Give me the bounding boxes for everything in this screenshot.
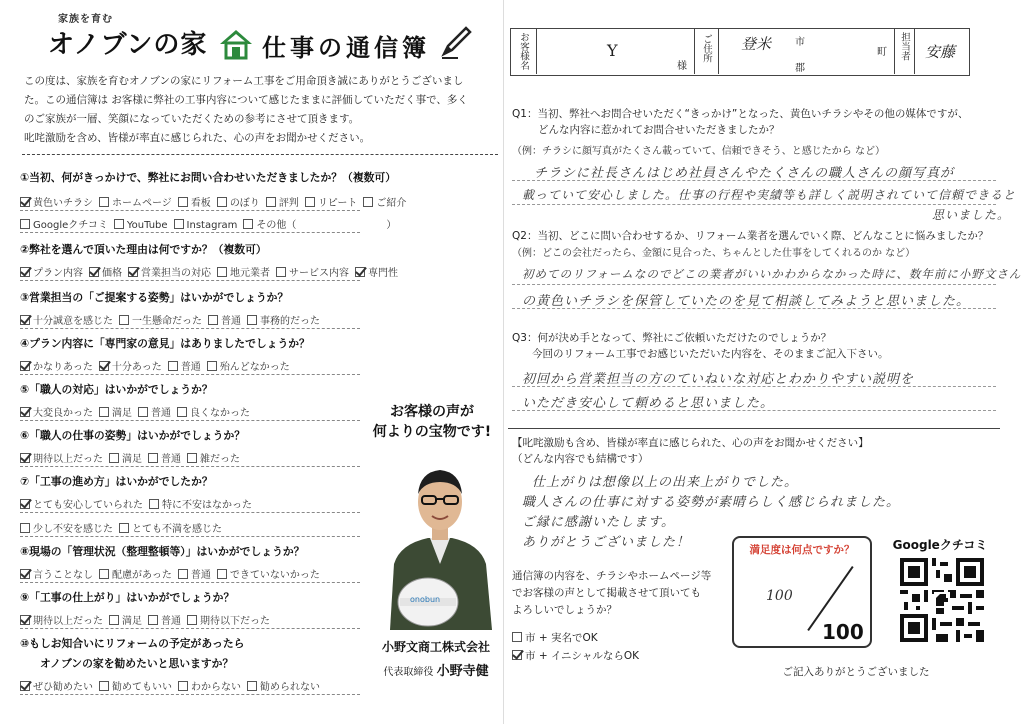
option-label: 評判: [278, 198, 299, 209]
checkbox-option[interactable]: [99, 682, 172, 693]
checkbox[interactable]: [187, 453, 197, 463]
option-label: 満足: [122, 616, 142, 627]
question-title: ④プラン内容に「専門家の意見」はありましたでしょうか？: [20, 337, 310, 350]
checkbox[interactable]: [217, 267, 227, 277]
option-label: プラン内容: [33, 268, 83, 279]
checkbox[interactable]: [149, 499, 159, 509]
option-row: [20, 194, 412, 209]
checkbox-option[interactable]: [114, 220, 168, 231]
intro-line: のご家族が一層、笑顔になっていただくための参考にさせて頂きます。: [24, 113, 360, 125]
customer-name-value: Y: [607, 41, 618, 60]
right-column: [508, 0, 1022, 724]
q1-answer-line[interactable]: 載っていて安心しました。仕事の行程や実績等も詳しく説明されていて信頼できると: [522, 188, 1017, 202]
pen-icon: [438, 24, 474, 60]
voice-title: 【叱咤激励も含め、皆様が率直に感じられた、心の声をお聞かせください】: [512, 437, 869, 449]
dotted-line: [20, 628, 360, 629]
checkbox-option[interactable]: [187, 616, 270, 627]
publish-option-realname[interactable]: [512, 630, 598, 645]
address-label: ご住所: [701, 34, 712, 63]
address-city-value: 登米: [741, 35, 772, 53]
representative: [366, 660, 506, 679]
checkbox[interactable]: [119, 523, 129, 533]
checkbox[interactable]: [89, 267, 99, 277]
checkbox[interactable]: [266, 197, 276, 207]
checkbox-option[interactable]: [20, 220, 108, 231]
voice-sub: （どんな内容でも結構です）: [512, 453, 649, 465]
option-label: 一生懸命だった: [132, 316, 202, 327]
question-title: ①当初、何がきっかけで、弊社にお問い合わせいただきましたか？（複数可）: [20, 171, 397, 184]
publish-line: 通信簿の内容を、チラシやホームページ等: [512, 570, 712, 582]
checkbox[interactable]: [20, 197, 30, 207]
checkbox[interactable]: [20, 407, 30, 417]
checkbox-option[interactable]: [99, 408, 132, 419]
customer-name-cell[interactable]: [537, 29, 695, 74]
q1-example: （例：チラシに顔写真がたくさん載っていて、信頼できそう、と感じたから など）: [512, 146, 885, 157]
option-label: 普通: [180, 362, 201, 373]
thanks-message: ご記入ありがとうございました: [782, 666, 930, 678]
checkbox[interactable]: [247, 681, 257, 691]
staff-value: 安藤: [925, 43, 956, 61]
document-title: 仕事の通信簿: [262, 34, 430, 62]
checkbox-option[interactable]: [20, 616, 103, 627]
checkbox-option[interactable]: [177, 408, 250, 419]
checkbox[interactable]: [20, 361, 30, 371]
checkbox-option[interactable]: [20, 682, 93, 693]
checkbox[interactable]: [187, 615, 197, 625]
option-label: 専門性: [368, 268, 398, 279]
option-label: 事務的だった: [260, 316, 320, 327]
question-title: ②弊社を選んで頂いた理由は何ですか？（複数可）: [20, 243, 267, 256]
checkbox[interactable]: [174, 219, 184, 229]
option-label: 言うことなし: [33, 570, 93, 581]
option-label: とても不満を感じた: [132, 524, 222, 535]
q1-answer-line[interactable]: チラシに社長さんはじめ社員さんやたくさんの職人さんの顔写真が: [534, 166, 955, 181]
checkbox[interactable]: [20, 267, 30, 277]
google-review-title: Googleクチコミ: [892, 538, 988, 552]
checkbox[interactable]: [128, 267, 138, 277]
dotted-line: [20, 512, 360, 513]
checkbox[interactable]: [148, 615, 158, 625]
checkbox-option[interactable]: [99, 570, 172, 581]
publish-option-label: 市 + イニシャルならOK: [525, 650, 639, 662]
checkbox[interactable]: [20, 315, 30, 325]
checkbox[interactable]: [109, 615, 119, 625]
checkbox-option[interactable]: [20, 408, 93, 419]
publish-line: でお客様の声として掲載させて頂いても: [512, 587, 701, 599]
voice-heading-line: 何よりの宝物です!: [372, 424, 492, 440]
q3-title: Q3：何が決め手となって、弊社にご依頼いただけたのでしょうか？: [512, 332, 832, 344]
q3-answer-line[interactable]: 初回から営業担当の方のていねいな対応とわかりやすい説明を: [522, 372, 915, 387]
gun-label: 郡: [795, 63, 805, 74]
dotted-line: [20, 466, 360, 467]
checkbox[interactable]: [119, 315, 129, 325]
president-photo: [380, 452, 500, 630]
q1-answer-line[interactable]: 思いました。: [932, 208, 1011, 222]
checkbox-option[interactable]: [148, 454, 181, 465]
checkbox-option[interactable]: [168, 362, 201, 373]
q3-sub: 今回のリフォーム工事でお感じいただいた内容を、そのままご記入下さい。: [532, 348, 889, 360]
checkbox-option[interactable]: [174, 220, 238, 231]
voice-heading: [362, 402, 502, 442]
checkbox[interactable]: [363, 197, 373, 207]
checkbox[interactable]: [512, 632, 522, 642]
option-label: 十分誠意を感じた: [33, 316, 113, 327]
sama-label: 様: [677, 61, 687, 72]
checkbox[interactable]: [178, 681, 188, 691]
checkbox-option[interactable]: [243, 220, 396, 231]
staff-label-cell: [895, 29, 915, 74]
checkbox[interactable]: [178, 569, 188, 579]
option-label: 黄色いチラシ: [33, 198, 93, 209]
question-title: ⑩もしお知合いにリフォームの予定があったら: [20, 637, 245, 650]
checkbox-option[interactable]: [178, 682, 241, 693]
option-label: 期待以下だった: [200, 616, 270, 627]
checkbox[interactable]: [20, 615, 30, 625]
dotted-line: [20, 536, 360, 537]
question-title: ⑨「工事の仕上がり」はいかがでしょうか？: [20, 591, 235, 604]
checkbox[interactable]: [276, 267, 286, 277]
svg-text:onobun: onobun: [410, 595, 441, 604]
staff-label: 担当者: [899, 32, 910, 61]
address-label-cell: [695, 29, 719, 74]
option-label: リピート: [317, 198, 358, 209]
dotted-line: [20, 210, 360, 211]
dotted-line: [20, 328, 360, 329]
checkbox-option[interactable]: [99, 362, 162, 373]
q2-answer-line[interactable]: 初めてのリフォームなのでどこの業者がいいかわからなかった時に、数年前に小野文さん: [522, 267, 1022, 281]
q2-answer-line[interactable]: の黄色いチラシを保管していたのを見て相談してみようと思いました。: [522, 294, 971, 309]
checkbox-option[interactable]: [20, 198, 93, 209]
dotted-line: [20, 582, 360, 583]
option-label: ぜひ勧めたい: [33, 682, 93, 693]
checkbox-option[interactable]: [99, 198, 172, 209]
option-label: 勧められない: [260, 682, 320, 693]
machi-label: 町: [877, 47, 887, 58]
checkbox[interactable]: [20, 219, 30, 229]
checkbox-option[interactable]: [217, 268, 270, 279]
question-title: ⑥「職人の仕事の姿勢」はいかがでしょうか？: [20, 429, 246, 442]
option-row: [20, 216, 402, 231]
option-label: 少し不安を感じた: [33, 524, 113, 535]
option-label: のぼり: [229, 198, 260, 209]
option-label: 満足: [122, 454, 142, 465]
left-column: [10, 6, 500, 718]
checkbox[interactable]: [99, 681, 109, 691]
option-label: 満足: [112, 408, 132, 419]
company-name: 小野文商工株式会社: [381, 640, 490, 654]
divider: [22, 154, 498, 155]
option-label: 良くなかった: [190, 408, 250, 419]
checkbox-option[interactable]: [178, 570, 211, 581]
checkbox[interactable]: [355, 267, 365, 277]
checkbox[interactable]: [20, 569, 30, 579]
checkbox[interactable]: [99, 197, 109, 207]
question-title: ⑦「工事の進め方」はいかがでしたか？: [20, 475, 213, 488]
checkbox-option[interactable]: [20, 524, 113, 535]
checkbox-option[interactable]: [119, 524, 222, 535]
voice-answer-line[interactable]: 仕上がりは想像以上の出来上がりでした。: [532, 475, 799, 490]
option-label: 勧めてもいい: [112, 682, 172, 693]
checkbox[interactable]: [512, 650, 522, 660]
question-title: ③営業担当の「ご提案する姿勢」はいかがでしょうか？: [20, 291, 289, 304]
checkbox[interactable]: [20, 453, 30, 463]
dotted-line: [20, 694, 360, 695]
voice-heading-line: お客様の声が: [390, 404, 474, 420]
q1-title: Q1：当初、弊社へお問合せいただく“きっかけ”となった、黄色いチラシやその他の媒体ですが、: [512, 108, 969, 120]
intro-line: た。この通信簿は お客様に弊社の工事内容について感じたままに評価していただく事で、多く: [24, 94, 468, 106]
checkbox-option[interactable]: [217, 570, 320, 581]
q3-answer-line[interactable]: いただき安心して頼めると思いました。: [522, 396, 775, 411]
checkbox-option[interactable]: [20, 570, 93, 581]
publish-question: [512, 568, 732, 619]
option-label: できていないかった: [229, 570, 320, 581]
option-label: 普通: [190, 570, 211, 581]
publish-option-initial[interactable]: [512, 648, 639, 663]
intro-line: この度は、家族を育むオノブンの家にリフォーム工事をご用命頂き誠にありがとうございまし: [24, 75, 464, 87]
checkbox-option[interactable]: [128, 268, 211, 279]
address-cell[interactable]: [719, 29, 895, 74]
checkbox[interactable]: [305, 197, 315, 207]
intro-line: 叱咤激励を含め、皆様が率直に感じられた、心の声をお聞かせください。: [24, 132, 371, 144]
checkbox[interactable]: [20, 499, 30, 509]
option-label: ご紹介: [376, 198, 407, 209]
checkbox[interactable]: [99, 407, 109, 417]
dotted-line: [20, 232, 360, 233]
staff-cell[interactable]: [915, 29, 969, 74]
option-label: Googleクチコミ: [33, 220, 108, 231]
dotted-line: [20, 420, 360, 421]
write-line: [512, 284, 996, 285]
checkbox-option[interactable]: [119, 316, 202, 327]
checkbox-option[interactable]: [363, 198, 406, 209]
checkbox[interactable]: [20, 523, 30, 533]
option-label: 殆んどなかった: [219, 362, 290, 373]
option-label: とても安心していられた: [33, 500, 143, 511]
option-label: 看板: [190, 198, 211, 209]
option-row: [20, 450, 246, 465]
option-label: 配慮があった: [112, 570, 172, 581]
checkbox[interactable]: [138, 407, 148, 417]
checkbox-option[interactable]: [217, 198, 260, 209]
checkbox[interactable]: [243, 219, 253, 229]
checkbox[interactable]: [168, 361, 178, 371]
option-row: [20, 566, 326, 581]
checkbox[interactable]: [208, 315, 218, 325]
option-label: 普通: [221, 316, 241, 327]
checkbox-option[interactable]: [178, 198, 211, 209]
question-title-2: オノブンの家を勧めたいと思いますか？: [40, 657, 234, 670]
customer-info-table: [510, 28, 970, 76]
option-label: 大変良かった: [33, 408, 93, 419]
intro-text: [24, 72, 502, 148]
option-label: Instagram: [186, 220, 238, 231]
shi-label: 市: [795, 37, 805, 48]
option-row: [20, 404, 256, 419]
checkbox-option[interactable]: [208, 316, 241, 327]
voice-answer-line[interactable]: ありがとうございました！: [522, 535, 691, 550]
q1-title-2: どんな内容に惹かれてお問合せいただきましたか？: [538, 124, 780, 136]
checkbox[interactable]: [109, 453, 119, 463]
option-label: 価格: [102, 268, 122, 279]
brand-tagline: 家族を育む: [58, 14, 113, 25]
dotted-line: [20, 280, 360, 281]
checkbox[interactable]: [148, 453, 158, 463]
dotted-line: [20, 374, 360, 375]
customer-label: お客様名: [518, 32, 529, 70]
question-title: ⑧現場の「管理状況（整理整頓等）」はいかがでしょうか？: [20, 545, 305, 558]
option-label: YouTube: [126, 220, 168, 231]
checkbox[interactable]: [177, 407, 187, 417]
voice-answer-line[interactable]: 職人さんの仕事に対する姿勢が素晴らしく感じられました。: [522, 495, 901, 510]
option-label: ホームページ: [112, 198, 172, 209]
option-label: 十分あった: [111, 362, 162, 373]
rep-title: 代表取締役: [383, 667, 434, 678]
checkbox-option[interactable]: [20, 268, 83, 279]
customer-label-cell: [511, 29, 537, 74]
checkbox[interactable]: [99, 361, 109, 371]
q2-title: Q2：当初、どこに問い合わせするか、リフォーム業者を選んでいく際、どんなことに悩みましたか？: [512, 230, 989, 242]
option-label: 普通: [161, 454, 181, 465]
rep-name: 小野寺健: [436, 664, 489, 679]
write-line: [512, 204, 996, 205]
checkbox-option[interactable]: [187, 454, 240, 465]
option-label: サービス内容: [289, 268, 349, 279]
option-label: 雑だった: [200, 454, 240, 465]
option-label: 特に不安はなかった: [162, 500, 252, 511]
qr-code-icon[interactable]: [900, 558, 984, 642]
option-label: 期待以上だった: [33, 454, 103, 465]
checkbox[interactable]: [217, 569, 227, 579]
checkbox[interactable]: [207, 361, 217, 371]
checkbox-option[interactable]: [149, 500, 252, 511]
option-row: [20, 312, 326, 327]
option-label: わからない: [191, 682, 241, 693]
checkbox[interactable]: [217, 197, 227, 207]
satisfaction-box[interactable]: [732, 536, 872, 648]
checkbox[interactable]: [20, 681, 30, 691]
checkbox-option[interactable]: [20, 316, 113, 327]
checkbox-option[interactable]: [20, 362, 93, 373]
checkbox-option[interactable]: [247, 682, 320, 693]
brand-name: オノブンの家: [48, 30, 208, 60]
checkbox-option[interactable]: [109, 616, 142, 627]
column-separator: [503, 0, 504, 724]
option-label: 地元業者: [230, 268, 270, 279]
option-row: [20, 612, 276, 627]
publish-option-label: 市 + 実名でOK: [525, 632, 598, 644]
option-row: [20, 264, 404, 279]
checkbox-option[interactable]: [148, 616, 181, 627]
option-label: その他（ ）: [256, 220, 397, 231]
publish-line: よろしいでしょうか？: [512, 604, 617, 616]
checkbox-option[interactable]: [20, 454, 103, 465]
checkbox-option[interactable]: [305, 198, 358, 209]
checkbox-option[interactable]: [207, 362, 290, 373]
option-label: 普通: [151, 408, 171, 419]
checkbox[interactable]: [99, 569, 109, 579]
checkbox-option[interactable]: [138, 408, 171, 419]
q2-example: （例：どこの会社だったら、金額に見合った、ちゃんとした仕事をしてくれるのか など）: [512, 248, 916, 259]
option-label: 普通: [161, 616, 181, 627]
checkbox-option[interactable]: [276, 268, 349, 279]
option-row: [20, 520, 228, 535]
voice-answer-line[interactable]: ご縁に感謝いたします。: [522, 515, 675, 530]
checkbox-option[interactable]: [266, 198, 299, 209]
satisfaction-value: 100: [766, 588, 793, 604]
option-row: [20, 496, 258, 511]
voice-section: [508, 428, 1000, 552]
checkbox-option[interactable]: [109, 454, 142, 465]
checkbox-option[interactable]: [355, 268, 398, 279]
checkbox[interactable]: [178, 197, 188, 207]
question-title: ⑤「職人の対応」はいかがでしょうか？: [20, 383, 213, 396]
checkbox-option[interactable]: [247, 316, 320, 327]
checkbox[interactable]: [114, 219, 124, 229]
option-row: [20, 678, 326, 693]
checkbox-option[interactable]: [20, 500, 143, 511]
option-row: [20, 358, 296, 373]
satisfaction-title: 満足度は何点ですか？: [749, 544, 855, 556]
satisfaction-max: 100: [822, 620, 864, 644]
option-label: かなりあった: [33, 362, 93, 373]
checkbox-option[interactable]: [89, 268, 122, 279]
house-icon: [218, 28, 254, 60]
option-label: 期待以上だった: [33, 616, 103, 627]
option-label: 営業担当の対応: [141, 268, 211, 279]
checkbox[interactable]: [247, 315, 257, 325]
